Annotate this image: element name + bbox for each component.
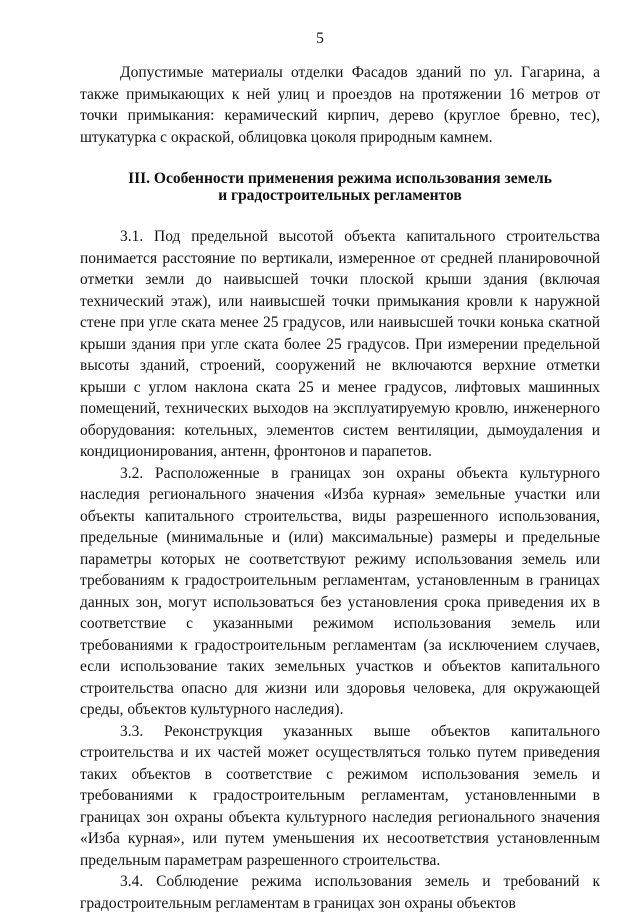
intro-paragraph: Допустимые материалы отделки Фасадов зданий по ул. Гагарина, а также примыкающих к ней улиц и проездов на протяжении 16 метров от точки примыкания: керамический кирпич, дерево (круглое бревно, тес), штукатурка с окраской, облицовка цоколя природным камнем. bbox=[80, 64, 600, 146]
section-heading-line-2: и градостроительных регламентов bbox=[218, 187, 462, 204]
page-number: 5 bbox=[316, 30, 324, 47]
paragraph-3-1: 3.1. Под предельной высотой объекта капитального строительства понимается расстояние по вертикали, измеренное от средней планировочной отметки земли до наивысшей точки плоской крыши здания (включая технический этаж), или наивысшей точки примыкания кровли к наружной стене при угле ската менее 25 градусов, или наивысшей точки конька скатной крыши здания при угле ската более 25 градусов. При измерении предельной высоты зданий, строений, сооружений не включаются верхние отметки крыши с углом наклона ската 25 и менее градусов, лифтовых машинных помещений, технических выходов на эксплуатируемую кровлю, инженерного оборудования: котельных, элементов систем вентиляции, дымоудаления и кондиционирования, антенн, фронтонов и парапетов. bbox=[80, 228, 600, 460]
paragraph-3-3: 3.3. Реконструкция указанных выше объектов капитального строительства и их частей может осуществляться только путем приведения таких объектов в соответствие с режимом использования земель и требованиями к градостроительным регламентам, установленными в границах зон охраны объекта культурного наследия регионального значения «Изба курная», или путем уменьшения их несоответствия установленным предельным параметрам разрешенного строительства. bbox=[80, 722, 600, 869]
section-heading-line-1: III. Особенности применения режима использования земель bbox=[128, 170, 552, 187]
document-body bbox=[80, 62, 600, 914]
paragraph-3-2: 3.2. Расположенные в границах зон охраны объекта культурного наследия регионального значения «Изба курная» земельные участки или объекты капитального строительства, виды разрешенного использования, предельные (минимальные и (или) максимальные) размеры и предельные параметры которых не соответствуют режиму использования земель или требованиям к градостроительным регламентам, установленным в границах данных зон, могут использоваться без установления срока приведения их в соответствие с указанными режимом использования земель или требованиями к градостроительным регламентам (за исключением случаев, если использование таких земельных участков и объектов капитального строительства опасно для жизни или здоровья человека, для окружающей среды, объектов культурного наследия). bbox=[80, 464, 600, 718]
paragraph-3-4: 3.4. Соблюдение режима использования земель и требований к градостроительным регламентам в границах зон охраны объектов bbox=[80, 873, 600, 912]
section-heading bbox=[80, 170, 600, 204]
